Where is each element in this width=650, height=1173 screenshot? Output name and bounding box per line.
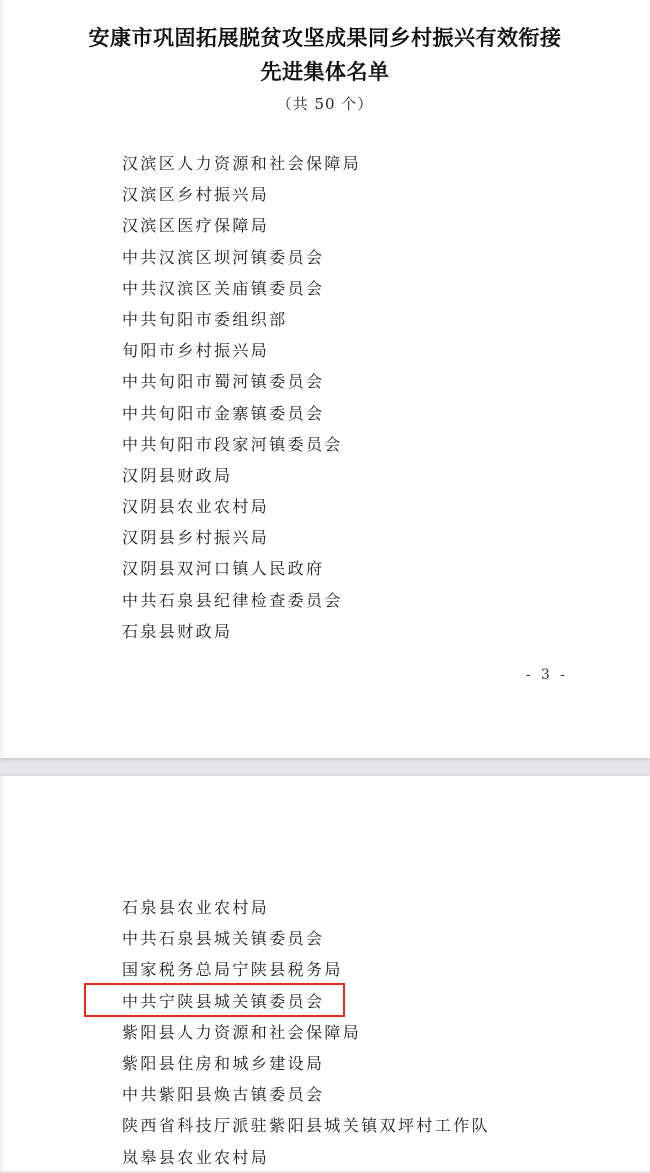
list-item: 汉阴县财政局 <box>122 465 233 485</box>
list-item: 旬阳市乡村振兴局 <box>122 341 270 361</box>
organization-list-page-1 <box>122 148 361 647</box>
list-item: 岚皋县农业农村局 <box>122 1147 270 1167</box>
page-number: - 3 - <box>525 667 568 683</box>
list-item: 陕西省科技厅派驻紫阳县城关镇双坪村工作队 <box>122 1116 491 1136</box>
document-title-line-2: 先进集体名单 <box>260 59 390 84</box>
list-item: 紫阳县住房和城乡建设局 <box>122 1053 325 1073</box>
list-item: 石泉县农业农村局 <box>122 898 270 917</box>
list-item: 中共紫阳县焕古镇委员会 <box>122 1085 325 1105</box>
list-item: 中共旬阳市金寨镇委员会 <box>122 403 325 423</box>
organization-list-page-2 <box>122 892 490 1173</box>
highlight-box <box>84 983 345 1017</box>
list-item: 中共旬阳市段家河镇委员会 <box>122 434 343 454</box>
list-item: 汉滨区乡村振兴局 <box>122 185 270 205</box>
list-item: 国家税务总局宁陕县税务局 <box>122 960 343 980</box>
list-item: 汉阴县乡村振兴局 <box>122 528 270 548</box>
document-title-line-1: 安康市巩固拓展脱贫攻坚成果同乡村振兴有效衔接 <box>88 25 562 50</box>
list-item: 汉阴县双河口镇人民政府 <box>122 559 325 579</box>
list-item: 中共旬阳市蜀河镇委员会 <box>122 372 325 392</box>
list-item: 中共汉滨区坝河镇委员会 <box>122 247 325 267</box>
list-item: 中共石泉县纪律检查委员会 <box>122 590 343 610</box>
list-item: 汉滨区医疗保障局 <box>122 216 270 236</box>
list-item: 紫阳县人力资源和社会保障局 <box>122 1022 362 1042</box>
list-item: 汉阴县农业农村局 <box>122 497 270 517</box>
list-item: 汉滨区人力资源和社会保障局 <box>122 154 362 173</box>
list-item: 中共石泉县城关镇委员会 <box>122 929 325 949</box>
list-item: 中共汉滨区关庙镇委员会 <box>122 278 325 298</box>
list-item: 中共旬阳市委组织部 <box>122 309 288 329</box>
page-edge <box>0 776 3 1171</box>
count-note: （共 50 个） <box>276 95 374 113</box>
list-item: 石泉县财政局 <box>122 621 233 641</box>
list-item-highlighted: 中共宁陕县城关镇委员会 <box>122 991 325 1011</box>
